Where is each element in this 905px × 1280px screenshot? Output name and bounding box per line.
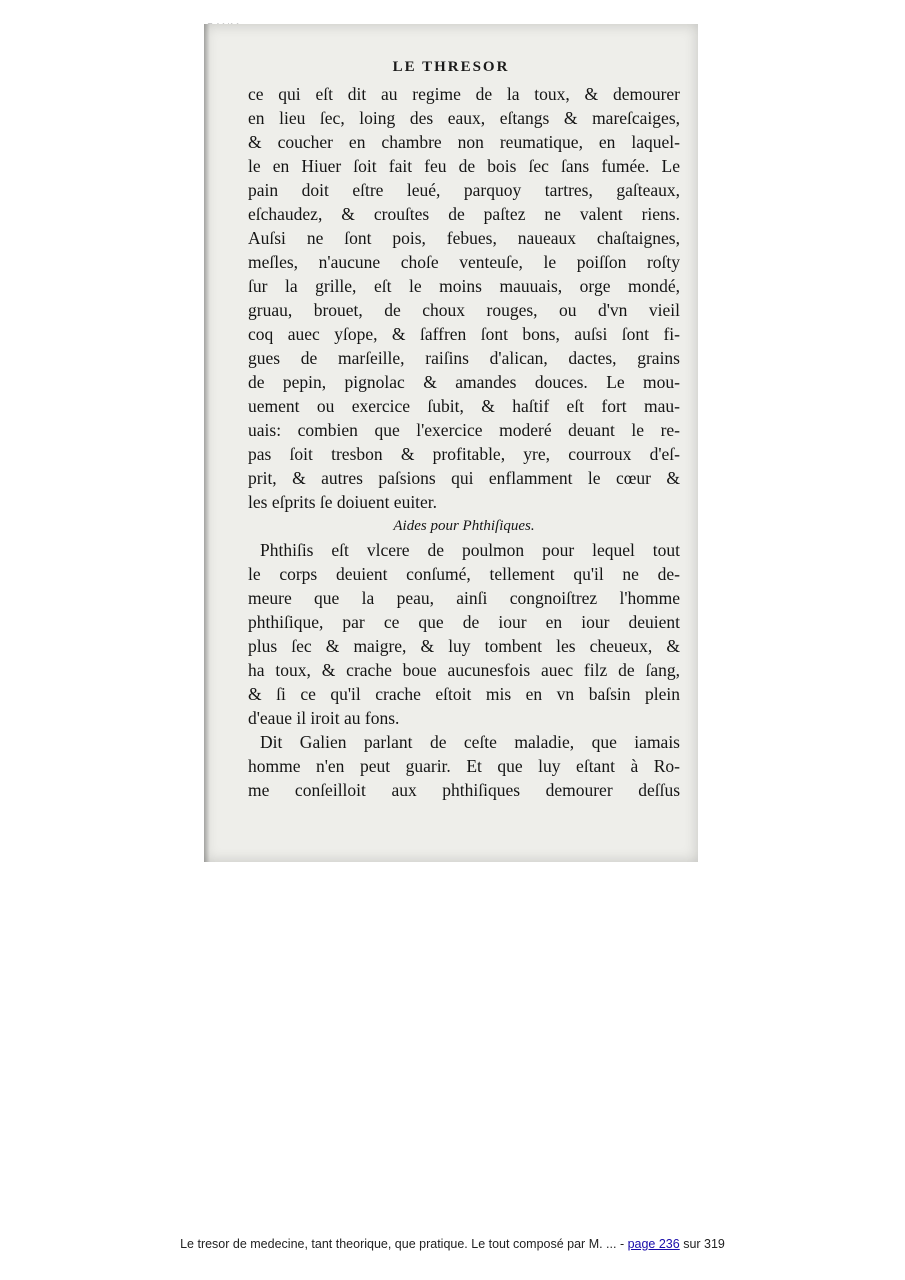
page-body-text	[248, 82, 680, 802]
text-line: ce qui eſt dit au regime de la toux, & demourer	[248, 84, 680, 104]
running-head: LE THRESOR	[392, 59, 510, 75]
text-line: me conſeilloit aux phthiſiques demourer deſſus	[248, 780, 680, 800]
scanned-page-image	[204, 24, 698, 862]
text-line: eſchaudez, & crouſtes de paſtez ne valent riens.	[248, 204, 680, 224]
text-line: phthiſique, par ce que de iour en iour deuient	[248, 612, 680, 632]
page-total: sur 319	[679, 1237, 725, 1251]
text-line: & ſi ce qu'il crache eſtoit mis en vn baſsin plein	[248, 684, 680, 704]
text-line: en lieu ſec, loing des eaux, eſtangs & mareſcaiges,	[248, 108, 680, 128]
text-line: prit, & autres paſsions qui enflamment le cœur &	[248, 468, 680, 488]
text-line: gues de marſeille, raiſins d'alican, dactes, grains	[248, 348, 680, 368]
text-line: uais: combien que l'exercice moderé deuant le re-	[248, 420, 680, 440]
text-line: & coucher en chambre non reumatique, en laquel-	[248, 132, 680, 152]
text-line: d'eaue il iroit au fons.	[248, 708, 400, 728]
text-line: gruau, brouet, de choux rouges, ou d'vn vieil	[248, 300, 680, 320]
text-line: le corps deuient conſumé, tellement qu'il ne de-	[248, 564, 680, 584]
section-heading: Aides pour Phthiſiques.	[393, 518, 535, 534]
text-line: coq auec yſope, & ſaffren ſont bons, auſsi ſont fi-	[248, 324, 680, 344]
document-title: Le tresor de medecine, tant theorique, que pratique. Le tout composé par M. ...	[180, 1237, 617, 1251]
text-line: le en Hiuer ſoit fait feu de bois ſec ſans fumée. Le	[248, 156, 680, 176]
footer-separator: -	[616, 1237, 628, 1251]
text-line: meſles, n'aucune choſe venteuſe, le poiſſon roſty	[248, 252, 680, 272]
text-line: uement ou exercice ſubit, & haſtif eſt fort mau-	[248, 396, 680, 416]
text-line: de pepin, pignolac & amandes douces. Le mou-	[248, 372, 680, 392]
text-line: Phthiſis eſt vlcere de poulmon pour lequel tout	[260, 540, 680, 560]
text-line: plus ſec & maigre, & luy tombent les cheueux, &	[248, 636, 680, 656]
text-line: Auſsi ne ſont pois, febues, naueaux chaſtaignes,	[248, 228, 680, 248]
text-line: Dit Galien parlant de ceſte maladie, que iamais	[260, 732, 680, 752]
text-line: ha toux, & crache boue aucunesfois auec filz de ſang,	[248, 660, 680, 680]
footer-caption	[0, 1237, 905, 1251]
text-line: ſur la grille, eſt le moins mauuais, orge mondé,	[248, 276, 680, 296]
text-line: homme n'en peut guarir. Et que luy eſtant à Ro-	[248, 756, 680, 776]
text-line: pas ſoit tresbon & profitable, yre, courroux d'eſ-	[248, 444, 680, 464]
text-line: meure que la peau, ainſi congnoiſtrez l'homme	[248, 588, 680, 608]
text-line: pain doit eſtre leué, parquoy tartres, gaſteaux,	[248, 180, 680, 200]
page-link[interactable]: page 236	[627, 1237, 680, 1251]
text-line: les eſprits ſe doiuent euiter.	[248, 492, 438, 512]
